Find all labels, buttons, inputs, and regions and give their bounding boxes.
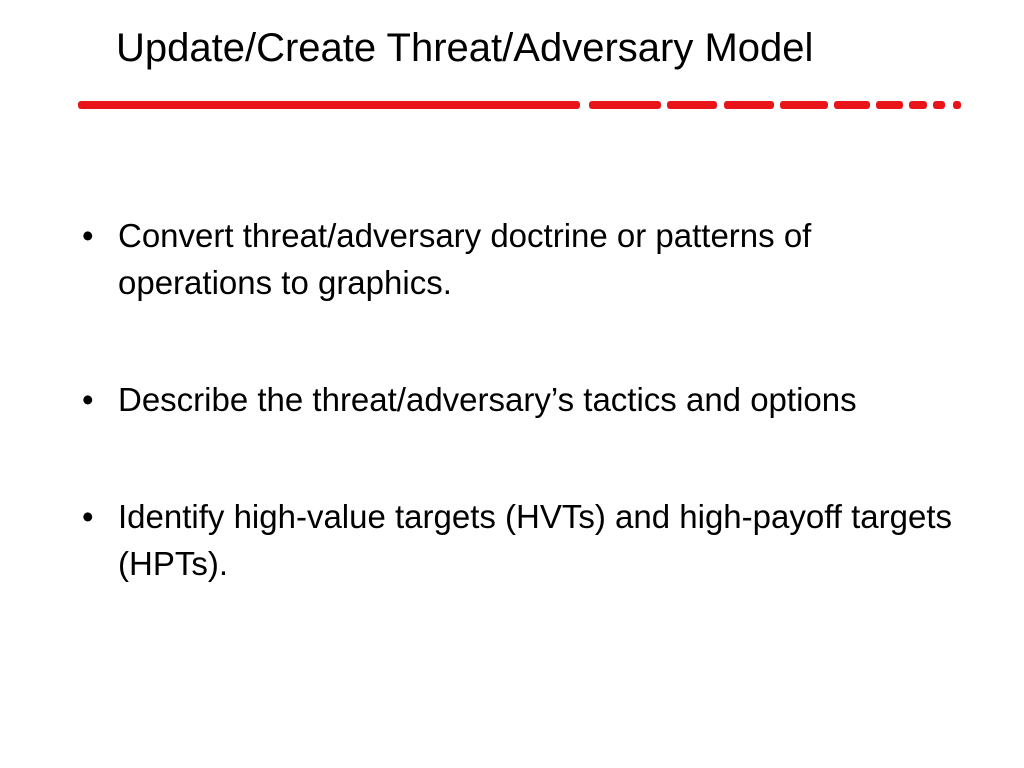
rule-segment	[909, 101, 927, 109]
rule-segment	[780, 101, 828, 109]
bullet-dot: •	[82, 381, 94, 418]
rule-segment	[667, 101, 717, 109]
bullet-item	[78, 212, 958, 306]
bullet-item	[78, 493, 958, 587]
title-rule-segments	[78, 101, 961, 109]
bullet-dot: •	[82, 217, 94, 254]
bullet-dot: •	[82, 498, 94, 535]
rule-segment	[834, 101, 870, 109]
rule-segment	[933, 101, 945, 109]
bullet-text: Describe the threat/adversary’s tactics and options	[118, 381, 857, 418]
slide-title: Update/Create Threat/Adversary Model	[116, 26, 814, 70]
rule-segment	[953, 101, 961, 109]
rule-segment	[78, 101, 580, 109]
bullet-text: Convert threat/adversary doctrine or patterns of operations to graphics.	[118, 217, 812, 301]
bullet-list	[78, 212, 958, 657]
rule-segment	[876, 101, 903, 109]
rule-segment	[724, 101, 774, 109]
bullet-item	[78, 376, 958, 423]
bullet-text: Identify high-value targets (HVTs) and high-payoff targets (HPTs).	[118, 498, 953, 582]
rule-segment	[589, 101, 661, 109]
